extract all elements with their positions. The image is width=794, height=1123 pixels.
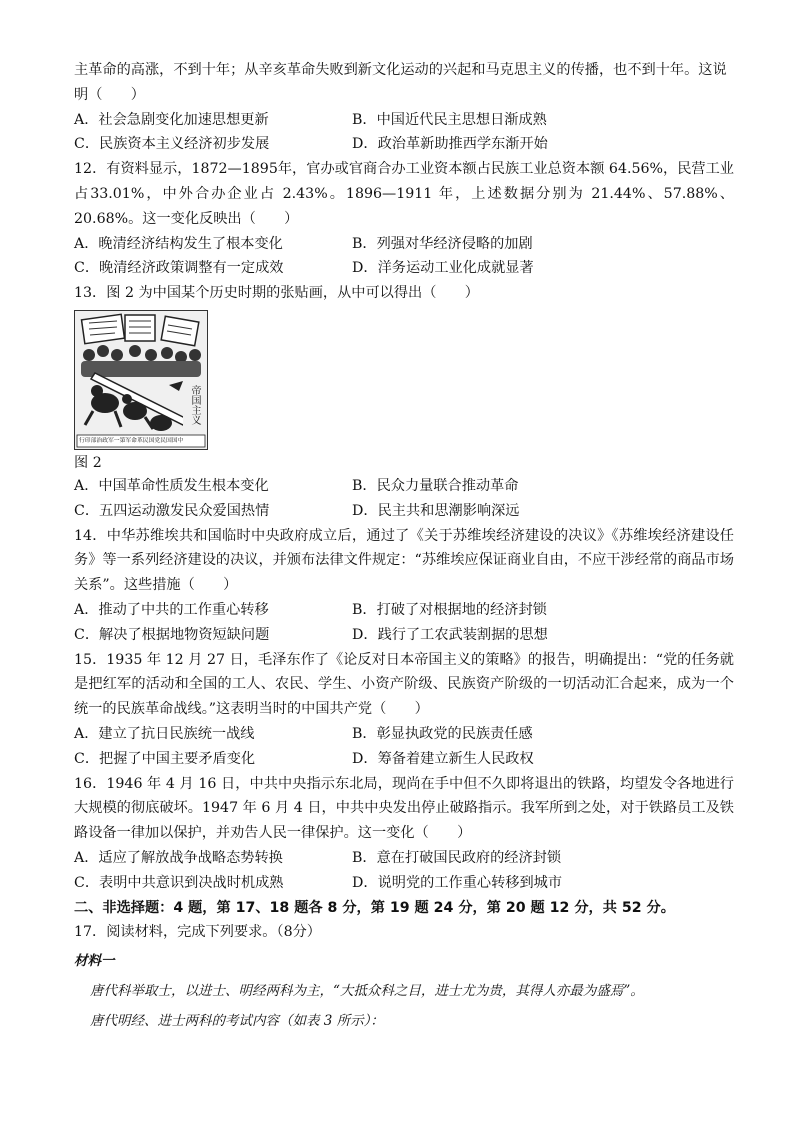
q14-text: 14．中华苏维埃共和国临时中央政府成立后，通过了《关于苏维埃经济建设的决议》《苏维埃经济建设任务》等一系列经济建设的决议，并颁布法律文件规定：“苏维埃应保证商业自由，不应干涉经常的商品市场关系”。这些措施（ ） [74, 527, 734, 594]
q11-options [74, 108, 734, 158]
q13-option-b: B．民众力量联合推动革命 [352, 477, 519, 494]
q12-option-d: D．洋务运动工业化成就显著 [352, 260, 534, 277]
q16-option-d: D．说明党的工作重心转移到城市 [352, 874, 563, 891]
q13-text: 13．图 2 为中国某个历史时期的张贴画，从中可以得出（ ） [74, 285, 479, 302]
q16-text: 16．1946 年 4 月 16 日，中共中央指示东北局，现尚在手中但不久即将退出的铁路，均望发令各地进行大规模的彻底破坏。1947 年 6 月 4 日，中共中央发出停止破路指示。我军所到之处，对于铁路员工及铁路设备一律加以保护，并劝告人民一律保护。这一变化（ ） [74, 775, 734, 842]
q14-options [74, 598, 734, 648]
figure-label: 图 2 [74, 454, 102, 471]
q14-option-b: B．打破了对根据地的经济封锁 [352, 601, 547, 618]
material-line-2: 唐代明经、进士两科的考试内容（如表 3 所示）： [90, 1012, 384, 1029]
section-2-title: 二、非选择题：4 题，第 17、18 题各 8 分，第 19 题 24 分，第 20 题 12 分，共 52 分。 [74, 899, 675, 916]
q11-option-c: C．民族资本主义经济初步发展 [74, 136, 270, 153]
poster-figure [74, 310, 208, 450]
poster-illustration [75, 311, 207, 449]
q16-option-a: A．适应了解放战争战略态势转换 [74, 849, 283, 866]
exam-page [74, 58, 734, 1036]
q15-option-d: D．筹备着建立新生人民政权 [352, 750, 534, 767]
q15-option-b: B．彰显执政党的民族责任感 [352, 725, 533, 742]
q12-text: 12．有资料显示，1872—1895年，官办或官商合办工业资本额占民族工业总资本额 64.56%，民营工业占33.01%，中外合办企业占 2.43%。1896—1911 年，上述数据分别为 21.44%、57.88%、20.68%。这一变化反映出（ ） [74, 161, 734, 227]
material-heading: 材料一 [74, 953, 115, 970]
q15-option-c: C．把握了中国主要矛盾变化 [74, 750, 256, 767]
q12-option-a: A．晚清经济结构发生了根本变化 [74, 235, 283, 252]
q13-option-c: C．五四运动激发民众爱国热情 [74, 502, 270, 519]
poster-vertical-text: 帝国主义 [189, 384, 200, 425]
q13-options [74, 474, 734, 524]
q12-options [74, 232, 734, 282]
q11-option-a: A．社会急剧变化加速思想更新 [74, 111, 269, 128]
q11-option-d: D．政治革新助推西学东渐开始 [352, 136, 548, 153]
q11-option-b: B．中国近代民主思想日渐成熟 [352, 111, 547, 128]
q17-text: 17．阅读材料，完成下列要求。（8分） [74, 924, 321, 941]
q16-option-c: C．表明中共意识到决战时机成熟 [74, 874, 284, 891]
poster-bottom-text: 行印部治政军一第军命革民国党民国国中 [79, 437, 184, 444]
q16-option-b: B．意在打破国民政府的经济封锁 [352, 849, 562, 866]
q12-option-c: C．晚清经济政策调整有一定成效 [74, 260, 284, 277]
material-line-1: 唐代科举取士，以进士、明经两科为主，“大抵众科之目，进士尤为贵，其得人亦最为盛焉”。 [90, 982, 644, 999]
q14-option-c: C．解决了根据地物资短缺问题 [74, 626, 270, 643]
q15-option-a: A．建立了抗日民族统一战线 [74, 725, 255, 742]
q15-text: 15．1935 年 12 月 27 日，毛泽东作了《论反对日本帝国主义的策略》的报告，明确提出：“党的任务就是把红军的活动和全国的工人、农民、学生、小资产阶级、民族资产阶级的一切活动汇合起来，成为一个统一的民族革命战线。”这表明当时的中国共产党（ ） [74, 651, 734, 718]
q13-option-a: A．中国革命性质发生根本变化 [74, 477, 269, 494]
q14-option-a: A．推动了中共的工作重心转移 [74, 601, 269, 618]
q11-line1: 主革命的高涨，不到十年；从辛亥革命失败到新文化运动的兴起和马克思主义的传播，也不到十年。这说 [74, 62, 727, 78]
q14-option-d: D．践行了工农武装割据的思想 [352, 626, 548, 643]
q15-options [74, 722, 734, 772]
q13-option-d: D．民主共和思潮影响深远 [352, 502, 520, 519]
q16-options [74, 846, 734, 896]
q12-option-b: B．列强对华经济侵略的加剧 [352, 235, 533, 252]
q11-line2: 明（ ） [74, 86, 145, 103]
